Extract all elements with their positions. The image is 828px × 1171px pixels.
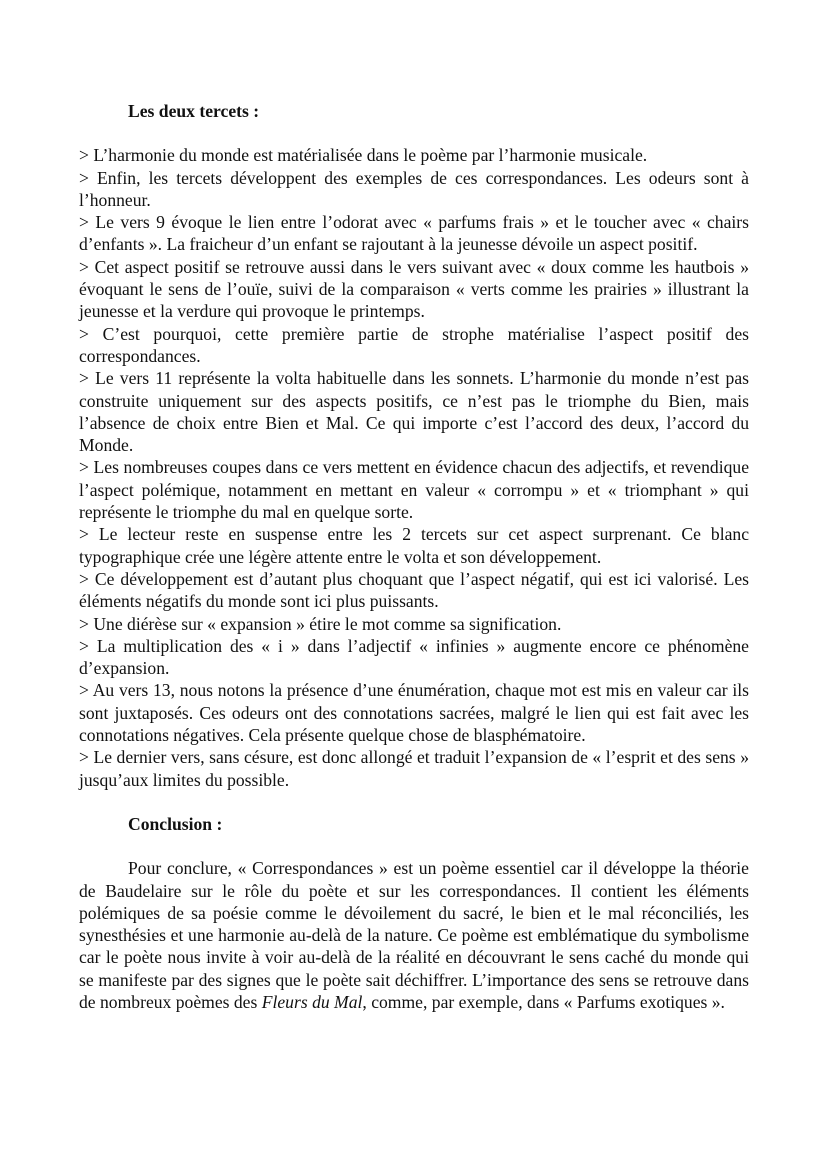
bullet-item: > L’harmonie du monde est matérialisée dans le poème par l’harmonie musicale. xyxy=(79,145,648,166)
bullet-list xyxy=(79,144,749,791)
bullet-item: > Le vers 11 représente la volta habituelle dans les sonnets. L’harmonie du monde n’est pas construite uniquement sur des aspects positifs, ce n’est pas le triomphe du Bien, mais l’absence de choix entre Bien et Mal. Ce qui importe c’est l’accord des deux, l’accord du Monde. xyxy=(79,368,749,456)
bullet-item: > Enfin, les tercets développent des exemples de ces correspondances. Les odeurs sont à l’honneur. xyxy=(79,167,749,210)
book-title: Fleurs du Mal xyxy=(261,991,363,1012)
bullet-item: > Cet aspect positif se retrouve aussi dans le vers suivant avec « doux comme les hautbois » évoquant le sens de l’ouïe, suivi de la comparaison « verts comme les prairies » illustrant la jeunesse et la verdure qui provoque le printemps. xyxy=(79,256,749,322)
conclusion-paragraph xyxy=(79,857,749,1013)
spacer xyxy=(79,791,749,813)
bullet-item: > La multiplication des « i » dans l’adjectif « infinies » augmente encore ce phénomène d’expansion. xyxy=(79,635,749,679)
bullet-item: > Le dernier vers, sans césure, est donc allongé et traduit l’expansion de « l’esprit et des sens » jusqu’aux limites du possible. xyxy=(79,747,749,790)
document-page xyxy=(79,100,749,1013)
section-heading-tercets: Les deux tercets : xyxy=(128,101,260,121)
bullet-item: > C’est pourquoi, cette première partie de strophe matérialise l’aspect positif des correspondances. xyxy=(79,323,749,366)
bullet-item: > Le vers 9 évoque le lien entre l’odorat avec « parfums frais » et le toucher avec « chairs d’enfants ». La fraicheur d’un enfant se rajoutant à la jeunesse dévoile un aspect positif. xyxy=(79,212,749,255)
spacer xyxy=(79,835,749,857)
bullet-item: > Le lecteur reste en suspense entre les 2 tercets sur cet aspect surprenant. Ce blanc typographique crée une légère attente entre le volta et son développement. xyxy=(79,524,749,567)
bullet-item: > Une diérèse sur « expansion » étire le mot comme sa signification. xyxy=(79,613,562,634)
bullet-item: > Au vers 13, nous notons la présence d’une énumération, chaque mot est mis en valeur car ils sont juxtaposés. Ces odeurs ont des connotations sacrées, malgré le lien qui est fait avec les connotations négatives. Cela présente quelque chose de blasphématoire. xyxy=(79,680,749,746)
bullet-item: > Les nombreuses coupes dans ce vers mettent en évidence chacun des adjectifs, et revendique l’aspect polémique, notamment en mettant en valeur « corrompu » et « triomphant » qui représente le triomphe du mal en quelque sorte. xyxy=(79,457,749,523)
conclusion-text-start: Pour conclure, « Correspondances » est un poème essentiel car il développe la théorie de Baudelaire sur le rôle du poète et sur les correspondances. Il contient les éléments polémiques de sa poésie comme le dévoilement du sacré, le bien et le mal réconciliés, les synesthésies et une harmonie au-delà de la nature. Ce poème est emblématique du symbolisme car le poète nous invite à voir au-delà de la réalité en découvrant le sens caché du monde qui se manifeste par des signes que le poète sait déchiffrer. L’importance des sens se retrouve dans de nombreux poèmes des xyxy=(79,858,749,1012)
spacer xyxy=(79,122,749,144)
bullet-item: > Ce développement est d’autant plus choquant que l’aspect négatif, qui est ici valorisé. Les éléments négatifs du monde sont ici plus puissants. xyxy=(79,568,749,612)
section-heading-conclusion: Conclusion : xyxy=(128,813,223,834)
conclusion-text-end: , comme, par exemple, dans « Parfums exotiques ». xyxy=(362,991,725,1012)
